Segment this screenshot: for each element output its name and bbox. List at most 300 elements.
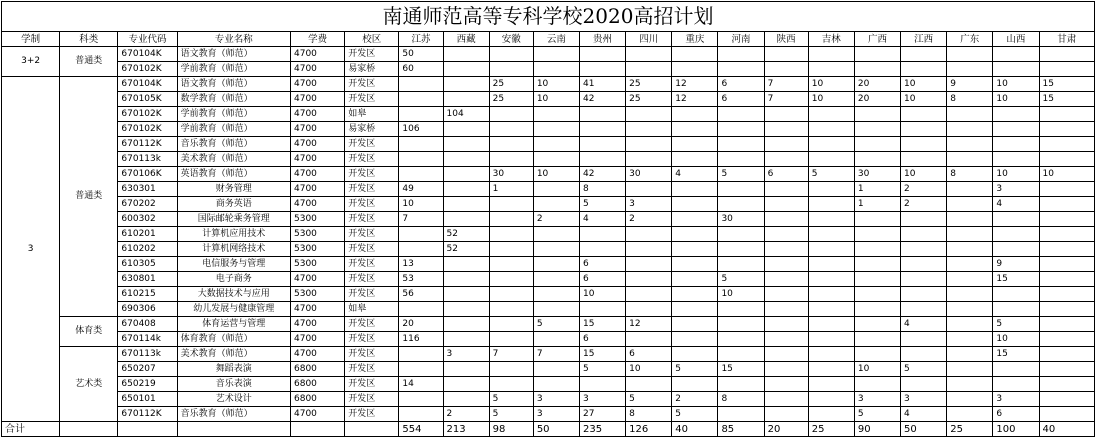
quota-cell[interactable]	[808, 122, 854, 137]
quota-cell[interactable]: 8	[718, 392, 764, 407]
header-cell[interactable]: 吉林	[808, 32, 854, 47]
quota-cell[interactable]	[947, 107, 993, 122]
quota-cell[interactable]: 10	[533, 167, 579, 182]
quota-cell[interactable]	[626, 122, 672, 137]
campus-cell[interactable]: 开发区	[345, 137, 399, 152]
quota-cell[interactable]	[854, 242, 900, 257]
header-cell[interactable]: 四川	[626, 32, 672, 47]
campus-cell[interactable]: 开发区	[345, 332, 399, 347]
major-code-cell[interactable]: 600302	[118, 212, 177, 227]
blank-cell[interactable]	[291, 422, 345, 437]
total-value-cell[interactable]: 98	[489, 422, 533, 437]
quota-cell[interactable]	[399, 137, 443, 152]
quota-cell[interactable]	[854, 152, 900, 167]
quota-cell[interactable]	[626, 287, 672, 302]
major-name-cell[interactable]: 音乐教育（师范）	[177, 407, 290, 422]
quota-cell[interactable]	[901, 302, 947, 317]
header-cell[interactable]: 贵州	[579, 32, 625, 47]
quota-cell[interactable]	[993, 287, 1039, 302]
total-value-cell[interactable]: 50	[901, 422, 947, 437]
header-cell[interactable]: 科类	[60, 32, 118, 47]
quota-cell[interactable]: 10	[993, 92, 1039, 107]
quota-cell[interactable]	[443, 392, 489, 407]
quota-cell[interactable]	[626, 47, 672, 62]
quota-cell[interactable]	[901, 62, 947, 77]
quota-cell[interactable]: 2	[443, 407, 489, 422]
quota-cell[interactable]: 3	[533, 407, 579, 422]
quota-cell[interactable]	[443, 272, 489, 287]
quota-cell[interactable]: 1	[854, 182, 900, 197]
quota-cell[interactable]	[399, 107, 443, 122]
quota-cell[interactable]: 8	[626, 407, 672, 422]
campus-cell[interactable]: 如皋	[345, 107, 399, 122]
quota-cell[interactable]	[718, 302, 764, 317]
major-code-cell[interactable]: 670113k	[118, 152, 177, 167]
quota-cell[interactable]	[533, 257, 579, 272]
quota-cell[interactable]	[1039, 182, 1094, 197]
major-code-cell[interactable]: 650207	[118, 362, 177, 377]
quota-cell[interactable]: 10	[533, 92, 579, 107]
quota-cell[interactable]: 10	[1039, 167, 1094, 182]
quota-cell[interactable]	[533, 152, 579, 167]
quota-cell[interactable]	[993, 137, 1039, 152]
quota-cell[interactable]	[993, 107, 1039, 122]
quota-cell[interactable]	[399, 347, 443, 362]
quota-cell[interactable]	[533, 137, 579, 152]
kelei-cell[interactable]: 艺术类	[60, 347, 118, 422]
blank-cell[interactable]	[60, 422, 118, 437]
quota-cell[interactable]: 25	[626, 77, 672, 92]
quota-cell[interactable]: 6	[718, 77, 764, 92]
quota-cell[interactable]	[533, 302, 579, 317]
quota-cell[interactable]: 15	[579, 347, 625, 362]
quota-cell[interactable]	[764, 332, 808, 347]
quota-cell[interactable]	[672, 257, 718, 272]
quota-cell[interactable]	[947, 332, 993, 347]
quota-cell[interactable]: 9	[947, 77, 993, 92]
quota-cell[interactable]: 5	[718, 272, 764, 287]
tuition-cell[interactable]: 4700	[291, 62, 345, 77]
quota-cell[interactable]: 25	[489, 77, 533, 92]
quota-cell[interactable]	[764, 287, 808, 302]
quota-cell[interactable]: 15	[579, 317, 625, 332]
major-code-cell[interactable]: 670102K	[118, 62, 177, 77]
quota-cell[interactable]	[672, 377, 718, 392]
major-code-cell[interactable]: 690306	[118, 302, 177, 317]
quota-cell[interactable]: 8	[947, 92, 993, 107]
quota-cell[interactable]	[764, 212, 808, 227]
quota-cell[interactable]	[764, 347, 808, 362]
quota-cell[interactable]	[579, 62, 625, 77]
quota-cell[interactable]	[443, 197, 489, 212]
quota-cell[interactable]	[718, 182, 764, 197]
quota-cell[interactable]	[443, 167, 489, 182]
quota-cell[interactable]	[1039, 347, 1094, 362]
tuition-cell[interactable]: 4700	[291, 182, 345, 197]
major-code-cell[interactable]: 650101	[118, 392, 177, 407]
major-name-cell[interactable]: 商务英语	[177, 197, 290, 212]
quota-cell[interactable]	[901, 287, 947, 302]
major-name-cell[interactable]: 语文教育（师范）	[177, 77, 290, 92]
quota-cell[interactable]	[1039, 107, 1094, 122]
quota-cell[interactable]	[1039, 242, 1094, 257]
tuition-cell[interactable]: 4700	[291, 197, 345, 212]
quota-cell[interactable]: 60	[399, 62, 443, 77]
major-name-cell[interactable]: 舞蹈表演	[177, 362, 290, 377]
header-cell[interactable]: 河南	[718, 32, 764, 47]
quota-cell[interactable]: 4	[579, 212, 625, 227]
quota-cell[interactable]	[533, 47, 579, 62]
quota-cell[interactable]	[489, 362, 533, 377]
quota-cell[interactable]: 27	[579, 407, 625, 422]
quota-cell[interactable]	[579, 152, 625, 167]
quota-cell[interactable]: 4	[901, 317, 947, 332]
quota-cell[interactable]	[947, 362, 993, 377]
major-code-cell[interactable]: 670112K	[118, 137, 177, 152]
quota-cell[interactable]	[399, 227, 443, 242]
quota-cell[interactable]: 2	[672, 392, 718, 407]
quota-cell[interactable]: 42	[579, 167, 625, 182]
major-name-cell[interactable]: 艺术设计	[177, 392, 290, 407]
quota-cell[interactable]	[399, 152, 443, 167]
quota-cell[interactable]	[1039, 152, 1094, 167]
quota-cell[interactable]: 7	[764, 77, 808, 92]
major-name-cell[interactable]: 学前教育（师范）	[177, 122, 290, 137]
quota-cell[interactable]	[854, 287, 900, 302]
quota-cell[interactable]	[533, 227, 579, 242]
quota-cell[interactable]	[533, 62, 579, 77]
quota-cell[interactable]	[672, 152, 718, 167]
quota-cell[interactable]	[764, 152, 808, 167]
tuition-cell[interactable]: 4700	[291, 152, 345, 167]
tuition-cell[interactable]: 4700	[291, 47, 345, 62]
quota-cell[interactable]	[489, 122, 533, 137]
quota-cell[interactable]	[764, 47, 808, 62]
quota-cell[interactable]	[489, 107, 533, 122]
quota-cell[interactable]	[1039, 407, 1094, 422]
quota-cell[interactable]	[443, 92, 489, 107]
quota-cell[interactable]	[808, 407, 854, 422]
quota-cell[interactable]	[764, 62, 808, 77]
quota-cell[interactable]	[901, 272, 947, 287]
major-name-cell[interactable]: 英语教育（师范）	[177, 167, 290, 182]
quota-cell[interactable]	[626, 62, 672, 77]
campus-cell[interactable]: 开发区	[345, 167, 399, 182]
quota-cell[interactable]	[399, 77, 443, 92]
quota-cell[interactable]	[993, 302, 1039, 317]
major-code-cell[interactable]: 610202	[118, 242, 177, 257]
major-code-cell[interactable]: 610305	[118, 257, 177, 272]
total-value-cell[interactable]: 40	[1039, 422, 1094, 437]
quota-cell[interactable]	[443, 62, 489, 77]
major-name-cell[interactable]: 音乐教育（师范）	[177, 137, 290, 152]
major-code-cell[interactable]: 670104K	[118, 47, 177, 62]
quota-cell[interactable]	[579, 107, 625, 122]
campus-cell[interactable]: 开发区	[345, 407, 399, 422]
quota-cell[interactable]	[399, 242, 443, 257]
quota-cell[interactable]	[579, 242, 625, 257]
kelei-cell[interactable]: 普通类	[60, 47, 118, 77]
quota-cell[interactable]: 25	[626, 92, 672, 107]
quota-cell[interactable]	[489, 62, 533, 77]
quota-cell[interactable]	[718, 197, 764, 212]
quota-cell[interactable]: 116	[399, 332, 443, 347]
quota-cell[interactable]	[533, 377, 579, 392]
quota-cell[interactable]	[764, 272, 808, 287]
quota-cell[interactable]	[808, 287, 854, 302]
quota-cell[interactable]	[489, 212, 533, 227]
campus-cell[interactable]: 开发区	[345, 272, 399, 287]
quota-cell[interactable]: 3	[901, 392, 947, 407]
quota-cell[interactable]	[901, 107, 947, 122]
quota-cell[interactable]	[808, 362, 854, 377]
header-cell[interactable]: 学费	[291, 32, 345, 47]
quota-cell[interactable]: 6	[579, 332, 625, 347]
quota-cell[interactable]: 2	[533, 212, 579, 227]
quota-cell[interactable]: 20	[854, 77, 900, 92]
quota-cell[interactable]: 10	[901, 167, 947, 182]
quota-cell[interactable]	[672, 302, 718, 317]
header-cell[interactable]: 陕西	[764, 32, 808, 47]
quota-cell[interactable]	[626, 377, 672, 392]
quota-cell[interactable]	[718, 377, 764, 392]
major-name-cell[interactable]: 国际邮轮乘务管理	[177, 212, 290, 227]
quota-cell[interactable]	[947, 227, 993, 242]
quota-cell[interactable]	[854, 302, 900, 317]
total-value-cell[interactable]: 50	[533, 422, 579, 437]
quota-cell[interactable]	[947, 392, 993, 407]
total-value-cell[interactable]: 25	[947, 422, 993, 437]
quota-cell[interactable]	[1039, 257, 1094, 272]
major-code-cell[interactable]: 630301	[118, 182, 177, 197]
major-code-cell[interactable]: 630801	[118, 272, 177, 287]
quota-cell[interactable]: 12	[672, 92, 718, 107]
quota-cell[interactable]: 3	[626, 197, 672, 212]
quota-cell[interactable]	[489, 272, 533, 287]
quota-cell[interactable]	[947, 242, 993, 257]
quota-cell[interactable]: 8	[947, 167, 993, 182]
quota-cell[interactable]: 5	[489, 407, 533, 422]
quota-cell[interactable]	[764, 392, 808, 407]
major-name-cell[interactable]: 计算机应用技术	[177, 227, 290, 242]
quota-cell[interactable]	[1039, 62, 1094, 77]
quota-cell[interactable]	[1039, 197, 1094, 212]
major-code-cell[interactable]: 670113k	[118, 347, 177, 362]
major-name-cell[interactable]: 美术教育（师范）	[177, 152, 290, 167]
quota-cell[interactable]: 15	[993, 272, 1039, 287]
quota-cell[interactable]: 2	[626, 212, 672, 227]
campus-cell[interactable]: 如皋	[345, 302, 399, 317]
quota-cell[interactable]	[399, 92, 443, 107]
quota-cell[interactable]: 15	[993, 347, 1039, 362]
campus-cell[interactable]: 开发区	[345, 92, 399, 107]
quota-cell[interactable]	[672, 62, 718, 77]
quota-cell[interactable]	[443, 152, 489, 167]
quota-cell[interactable]: 30	[854, 167, 900, 182]
major-name-cell[interactable]: 大数据技术与应用	[177, 287, 290, 302]
quota-cell[interactable]	[443, 137, 489, 152]
quota-cell[interactable]: 2	[901, 197, 947, 212]
quota-cell[interactable]	[947, 47, 993, 62]
tuition-cell[interactable]: 4700	[291, 77, 345, 92]
quota-cell[interactable]	[808, 392, 854, 407]
quota-cell[interactable]: 25	[489, 92, 533, 107]
quota-cell[interactable]: 8	[579, 182, 625, 197]
quota-cell[interactable]: 30	[489, 167, 533, 182]
major-name-cell[interactable]: 学前教育（师范）	[177, 107, 290, 122]
quota-cell[interactable]	[672, 107, 718, 122]
quota-cell[interactable]	[901, 332, 947, 347]
tuition-cell[interactable]: 5300	[291, 287, 345, 302]
quota-cell[interactable]	[672, 227, 718, 242]
quota-cell[interactable]	[901, 152, 947, 167]
quota-cell[interactable]	[672, 182, 718, 197]
quota-cell[interactable]	[901, 347, 947, 362]
major-code-cell[interactable]: 650219	[118, 377, 177, 392]
tuition-cell[interactable]: 5300	[291, 257, 345, 272]
header-cell[interactable]: 重庆	[672, 32, 718, 47]
quota-cell[interactable]	[718, 332, 764, 347]
tuition-cell[interactable]: 4700	[291, 137, 345, 152]
quota-cell[interactable]: 5	[808, 167, 854, 182]
quota-cell[interactable]	[854, 317, 900, 332]
quota-cell[interactable]	[808, 302, 854, 317]
quota-cell[interactable]	[1039, 317, 1094, 332]
quota-cell[interactable]	[808, 242, 854, 257]
quota-cell[interactable]	[443, 317, 489, 332]
major-name-cell[interactable]: 财务管理	[177, 182, 290, 197]
quota-cell[interactable]: 10	[533, 77, 579, 92]
quota-cell[interactable]	[947, 317, 993, 332]
total-value-cell[interactable]: 100	[993, 422, 1039, 437]
quota-cell[interactable]	[993, 47, 1039, 62]
quota-cell[interactable]	[443, 257, 489, 272]
major-name-cell[interactable]: 幼儿发展与健康管理	[177, 302, 290, 317]
quota-cell[interactable]	[947, 377, 993, 392]
quota-cell[interactable]	[672, 212, 718, 227]
blank-cell[interactable]	[177, 422, 290, 437]
quota-cell[interactable]: 3	[993, 182, 1039, 197]
quota-cell[interactable]	[947, 137, 993, 152]
quota-cell[interactable]	[1039, 212, 1094, 227]
campus-cell[interactable]: 开发区	[345, 392, 399, 407]
quota-cell[interactable]	[901, 227, 947, 242]
quota-cell[interactable]	[533, 242, 579, 257]
tuition-cell[interactable]: 4700	[291, 107, 345, 122]
quota-cell[interactable]	[764, 377, 808, 392]
campus-cell[interactable]: 易家桥	[345, 62, 399, 77]
tuition-cell[interactable]: 5300	[291, 212, 345, 227]
quota-cell[interactable]: 49	[399, 182, 443, 197]
tuition-cell[interactable]: 4700	[291, 302, 345, 317]
xuezhi-cell[interactable]: 3+2	[2, 47, 60, 77]
quota-cell[interactable]	[533, 272, 579, 287]
header-cell[interactable]: 云南	[533, 32, 579, 47]
campus-cell[interactable]: 开发区	[345, 77, 399, 92]
major-code-cell[interactable]: 670102K	[118, 122, 177, 137]
quota-cell[interactable]	[626, 332, 672, 347]
total-value-cell[interactable]: 235	[579, 422, 625, 437]
total-value-cell[interactable]: 213	[443, 422, 489, 437]
total-value-cell[interactable]: 126	[626, 422, 672, 437]
total-value-cell[interactable]: 40	[672, 422, 718, 437]
quota-cell[interactable]: 3	[443, 347, 489, 362]
quota-cell[interactable]: 5	[579, 197, 625, 212]
quota-cell[interactable]	[489, 287, 533, 302]
quota-cell[interactable]: 10	[718, 287, 764, 302]
quota-cell[interactable]: 6	[579, 257, 625, 272]
quota-cell[interactable]	[443, 47, 489, 62]
total-value-cell[interactable]: 90	[854, 422, 900, 437]
quota-cell[interactable]: 5	[672, 362, 718, 377]
header-cell[interactable]: 专业代码	[118, 32, 177, 47]
total-value-cell[interactable]: 554	[399, 422, 443, 437]
quota-cell[interactable]	[993, 242, 1039, 257]
quota-cell[interactable]: 10	[993, 167, 1039, 182]
quota-cell[interactable]: 6	[764, 167, 808, 182]
major-name-cell[interactable]: 电子商务	[177, 272, 290, 287]
tuition-cell[interactable]: 5300	[291, 227, 345, 242]
quota-cell[interactable]	[947, 122, 993, 137]
quota-cell[interactable]	[718, 317, 764, 332]
tuition-cell[interactable]: 4700	[291, 92, 345, 107]
quota-cell[interactable]: 106	[399, 122, 443, 137]
quota-cell[interactable]	[489, 317, 533, 332]
header-cell[interactable]: 学制	[2, 32, 60, 47]
header-cell[interactable]: 山西	[993, 32, 1039, 47]
quota-cell[interactable]	[1039, 287, 1094, 302]
quota-cell[interactable]: 3	[854, 392, 900, 407]
quota-cell[interactable]: 50	[399, 47, 443, 62]
quota-cell[interactable]	[808, 317, 854, 332]
header-cell[interactable]: 广东	[947, 32, 993, 47]
quota-cell[interactable]	[808, 332, 854, 347]
quota-cell[interactable]: 10	[399, 197, 443, 212]
quota-cell[interactable]	[1039, 227, 1094, 242]
quota-cell[interactable]	[626, 242, 672, 257]
major-name-cell[interactable]: 音乐表演	[177, 377, 290, 392]
quota-cell[interactable]: 20	[854, 92, 900, 107]
quota-cell[interactable]	[489, 332, 533, 347]
quota-cell[interactable]: 10	[854, 362, 900, 377]
quota-cell[interactable]	[1039, 302, 1094, 317]
total-label-cell[interactable]: 合计	[2, 422, 60, 437]
major-name-cell[interactable]: 计算机网络技术	[177, 242, 290, 257]
quota-cell[interactable]: 4	[672, 167, 718, 182]
quota-cell[interactable]	[808, 137, 854, 152]
quota-cell[interactable]	[764, 197, 808, 212]
major-code-cell[interactable]: 670202	[118, 197, 177, 212]
quota-cell[interactable]	[579, 122, 625, 137]
quota-cell[interactable]	[533, 362, 579, 377]
quota-cell[interactable]: 53	[399, 272, 443, 287]
quota-cell[interactable]: 10	[993, 332, 1039, 347]
quota-cell[interactable]: 41	[579, 77, 625, 92]
quota-cell[interactable]: 4	[901, 407, 947, 422]
quota-cell[interactable]: 5	[533, 317, 579, 332]
campus-cell[interactable]: 开发区	[345, 362, 399, 377]
quota-cell[interactable]: 15	[1039, 92, 1094, 107]
quota-cell[interactable]	[854, 107, 900, 122]
quota-cell[interactable]: 104	[443, 107, 489, 122]
xuezhi-cell[interactable]: 3	[2, 77, 60, 422]
quota-cell[interactable]: 14	[399, 377, 443, 392]
quota-cell[interactable]	[947, 257, 993, 272]
quota-cell[interactable]: 52	[443, 242, 489, 257]
quota-cell[interactable]: 7	[764, 92, 808, 107]
tuition-cell[interactable]: 4700	[291, 167, 345, 182]
quota-cell[interactable]	[626, 302, 672, 317]
